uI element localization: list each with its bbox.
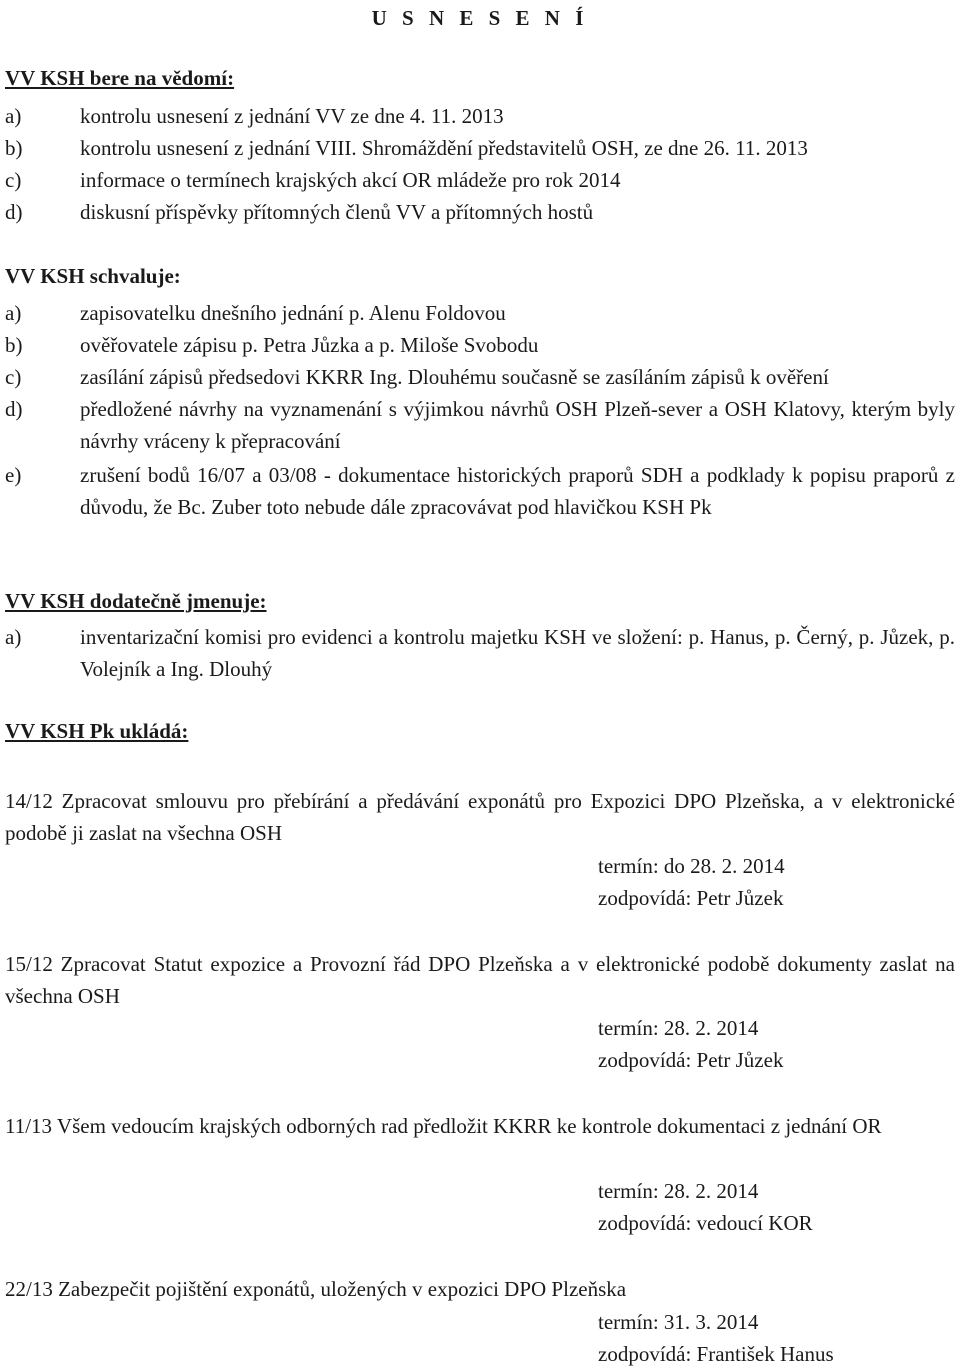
list-item: [5, 459, 955, 523]
item-text: kontrolu usnesení z jednání VIII. Shromáždění představitelů OSH, ze dne 26. 11. 2013: [80, 136, 808, 160]
section-heading-bere-na-vedomi: VV KSH bere na vědomí:: [5, 66, 235, 90]
item-marker: c): [5, 168, 22, 192]
item-text: informace o termínech krajských akcí OR mládeže pro rok 2014: [80, 168, 621, 192]
list-item: [5, 329, 955, 361]
item-marker: d): [5, 200, 23, 224]
page-title: U S N E S E N Í: [371, 6, 589, 30]
item-marker: a): [5, 625, 22, 649]
task-responsible: zodpovídá: František Hanus: [598, 1342, 834, 1366]
task-deadline: termín: 28. 2. 2014: [598, 1179, 759, 1203]
item-text: inventarizační komisi pro evidenci a kontrolu majetku KSH ve složení: p. Hanus, p. Černý, p. Jůzek, p. Volejník a Ing. Dlouhý: [80, 625, 955, 681]
item-marker: a): [5, 301, 22, 325]
task-item: 22/13 Zabezpečit pojištění exponátů, uložených v expozici DPO Plzeňska: [5, 1277, 627, 1301]
item-marker: d): [5, 397, 23, 421]
list-item: [5, 196, 955, 228]
section-heading-schvaluje: VV KSH schvaluje:: [5, 264, 181, 288]
list-item: [5, 100, 955, 132]
item-marker: c): [5, 365, 22, 389]
item-text: zapisovatelku dnešního jednání p. Alenu Foldovou: [80, 301, 506, 325]
task-deadline: termín: 28. 2. 2014: [598, 1016, 759, 1040]
task-item: 14/12 Zpracovat smlouvu pro přebírání a předávání exponátů pro Expozici DPO Plzeňska, a v elektronické podobě ji zaslat na všechna OSH: [5, 789, 955, 845]
task-item: 11/13 Všem vedoucím krajských odborných rad předložit KKRR ke kontrole dokumentaci z jednání OR: [5, 1114, 882, 1138]
task-deadline: termín: do 28. 2. 2014: [598, 854, 785, 878]
section-heading-dodatecne-jmenuje: VV KSH dodatečně jmenuje:: [5, 589, 267, 613]
item-text: ověřovatele zápisu p. Petra Jůzka a p. Miloše Svobodu: [80, 333, 539, 357]
list-item: [5, 393, 955, 457]
section-heading-uklada: VV KSH Pk ukládá:: [5, 719, 189, 743]
item-marker: b): [5, 136, 23, 160]
item-marker: a): [5, 104, 22, 128]
item-marker: e): [5, 463, 22, 487]
list-item: [5, 361, 955, 393]
task-deadline: termín: 31. 3. 2014: [598, 1310, 759, 1334]
item-text: předložené návrhy na vyznamenání s výjimkou návrhů OSH Plzeň-sever a OSH Klatovy, kterým byly návrhy vráceny k přepracování: [80, 397, 955, 453]
task-responsible: zodpovídá: Petr Jůzek: [598, 1048, 784, 1072]
item-marker: b): [5, 333, 23, 357]
list-item: [5, 164, 955, 196]
task-responsible: zodpovídá: Petr Jůzek: [598, 886, 784, 910]
item-text: zasílání zápisů předsedovi KKRR Ing. Dlouhému současně se zasíláním zápisů k ověření: [80, 365, 829, 389]
item-text: diskusní příspěvky přítomných členů VV a přítomných hostů: [80, 200, 594, 224]
task-item: 15/12 Zpracovat Statut expozice a Provozní řád DPO Plzeňska a v elektronické podobě dokumenty zaslat na všechna OSH: [5, 952, 955, 1008]
list-item: [5, 621, 955, 685]
item-text: zrušení bodů 16/07 a 03/08 - dokumentace historických praporů SDH a podklady k popisu praporů z důvodu, že Bc. Zuber toto nebude dále zpracovávat pod hlavičkou KSH Pk: [80, 463, 955, 519]
item-text: kontrolu usnesení z jednání VV ze dne 4. 11. 2013: [80, 104, 504, 128]
task-responsible: zodpovídá: vedoucí KOR: [598, 1211, 813, 1235]
list-item: [5, 297, 955, 329]
list-item: [5, 132, 955, 164]
